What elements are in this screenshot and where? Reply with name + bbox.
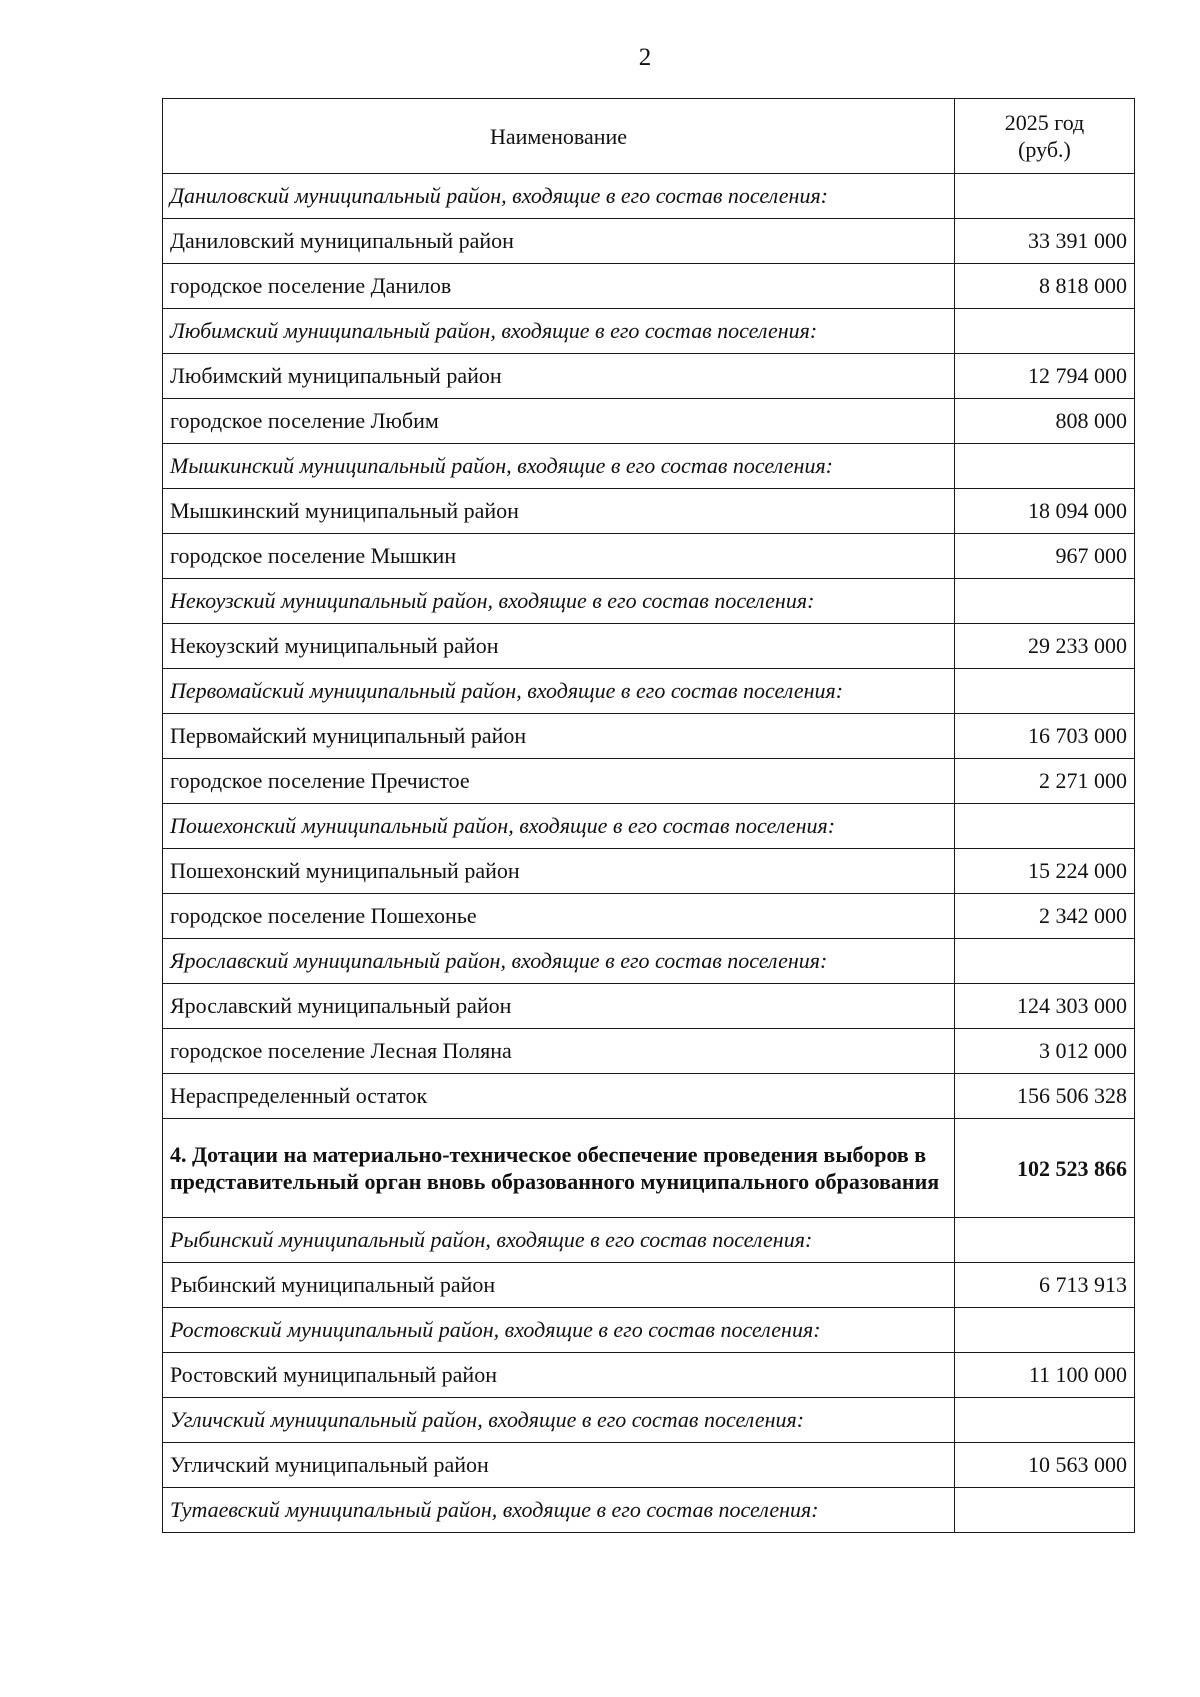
- group-heading-row: [163, 1218, 1135, 1263]
- row-name: Ростовский муниципальный район, входящие в его состав поселения:: [163, 1308, 955, 1353]
- row-name: городское поселение Лесная Поляна: [163, 1029, 955, 1074]
- row-value: 10 563 000: [955, 1443, 1135, 1488]
- row-name: Тутаевский муниципальный район, входящие в его состав поселения:: [163, 1488, 955, 1533]
- table-row: [163, 489, 1135, 534]
- table-row: [163, 1029, 1135, 1074]
- budget-table: [162, 98, 1135, 1533]
- row-value: 16 703 000: [955, 714, 1135, 759]
- row-value: 18 094 000: [955, 489, 1135, 534]
- table-row: [163, 894, 1135, 939]
- row-value: 808 000: [955, 399, 1135, 444]
- column-header-year-unit: (руб.): [1018, 137, 1071, 162]
- row-value: 2 271 000: [955, 759, 1135, 804]
- row-name: Некоузский муниципальный район: [163, 624, 955, 669]
- row-name: Пошехонский муниципальный район, входящие в его состав поселения:: [163, 804, 955, 849]
- row-value: [955, 804, 1135, 849]
- row-value: 8 818 000: [955, 264, 1135, 309]
- table-row: [163, 399, 1135, 444]
- row-name: городское поселение Мышкин: [163, 534, 955, 579]
- row-value: 15 224 000: [955, 849, 1135, 894]
- row-name: Рыбинский муниципальный район: [163, 1263, 955, 1308]
- row-value: 124 303 000: [955, 984, 1135, 1029]
- row-name: городское поселение Данилов: [163, 264, 955, 309]
- table-row: [163, 849, 1135, 894]
- row-value: [955, 1398, 1135, 1443]
- row-name: Ростовский муниципальный район: [163, 1353, 955, 1398]
- row-value: [955, 444, 1135, 489]
- row-value: [955, 1218, 1135, 1263]
- row-value: 29 233 000: [955, 624, 1135, 669]
- table-row: [163, 1074, 1135, 1119]
- table-row: [163, 1443, 1135, 1488]
- table-row: [163, 624, 1135, 669]
- group-heading-row: [163, 1308, 1135, 1353]
- column-header-year-label: 2025 год: [1004, 110, 1085, 135]
- row-name: Мышкинский муниципальный район: [163, 489, 955, 534]
- table-row: [163, 354, 1135, 399]
- row-name: Пошехонский муниципальный район: [163, 849, 955, 894]
- row-value: [955, 669, 1135, 714]
- row-name: Даниловский муниципальный район, входящие в его состав поселения:: [163, 174, 955, 219]
- group-heading-row: [163, 1488, 1135, 1533]
- row-value: 967 000: [955, 534, 1135, 579]
- row-value: 11 100 000: [955, 1353, 1135, 1398]
- column-header-name: Наименование: [163, 99, 955, 174]
- table-row: [163, 264, 1135, 309]
- row-name: Ярославский муниципальный район, входящие в его состав поселения:: [163, 939, 955, 984]
- row-value: [955, 939, 1135, 984]
- row-value: 156 506 328: [955, 1074, 1135, 1119]
- row-name: городское поселение Пошехонье: [163, 894, 955, 939]
- row-name: Первомайский муниципальный район: [163, 714, 955, 759]
- table-body: [163, 174, 1135, 1533]
- group-heading-row: [163, 174, 1135, 219]
- table-header-row: [163, 99, 1135, 174]
- group-heading-row: [163, 669, 1135, 714]
- row-value: 33 391 000: [955, 219, 1135, 264]
- row-name: 4. Дотации на материально-техническое обеспечение проведения выборов в представительный орган вновь образованного муниципального образования: [163, 1119, 955, 1218]
- row-value: 12 794 000: [955, 354, 1135, 399]
- row-value: [955, 1308, 1135, 1353]
- group-heading-row: [163, 444, 1135, 489]
- row-value: [955, 1488, 1135, 1533]
- row-name: Ярославский муниципальный район: [163, 984, 955, 1029]
- row-name: Угличский муниципальный район: [163, 1443, 955, 1488]
- table-row: [163, 1263, 1135, 1308]
- table-row: [163, 714, 1135, 759]
- row-value: [955, 579, 1135, 624]
- table-row: [163, 534, 1135, 579]
- row-name: Нераспределенный остаток: [163, 1074, 955, 1119]
- group-heading-row: [163, 804, 1135, 849]
- page-number: 2: [638, 44, 652, 71]
- row-name: Первомайский муниципальный район, входящие в его состав поселения:: [163, 669, 955, 714]
- table-row: [163, 759, 1135, 804]
- row-name: городское поселение Любим: [163, 399, 955, 444]
- row-name: Мышкинский муниципальный район, входящие в его состав поселения:: [163, 444, 955, 489]
- row-value: 2 342 000: [955, 894, 1135, 939]
- row-name: Рыбинский муниципальный район, входящие в его состав поселения:: [163, 1218, 955, 1263]
- row-value: [955, 309, 1135, 354]
- group-heading-row: [163, 939, 1135, 984]
- section-heading-row: [163, 1119, 1135, 1218]
- table-row: [163, 1353, 1135, 1398]
- column-header-year: [955, 99, 1135, 174]
- row-name: Любимский муниципальный район, входящие в его состав поселения:: [163, 309, 955, 354]
- row-name: Любимский муниципальный район: [163, 354, 955, 399]
- group-heading-row: [163, 1398, 1135, 1443]
- group-heading-row: [163, 579, 1135, 624]
- row-name: Некоузский муниципальный район, входящие в его состав поселения:: [163, 579, 955, 624]
- row-name: Даниловский муниципальный район: [163, 219, 955, 264]
- group-heading-row: [163, 309, 1135, 354]
- row-name: Угличский муниципальный район, входящие в его состав поселения:: [163, 1398, 955, 1443]
- row-name: городское поселение Пречистое: [163, 759, 955, 804]
- row-value: 6 713 913: [955, 1263, 1135, 1308]
- row-value: 102 523 866: [955, 1119, 1135, 1218]
- table-row: [163, 219, 1135, 264]
- table-row: [163, 984, 1135, 1029]
- row-value: 3 012 000: [955, 1029, 1135, 1074]
- row-value: [955, 174, 1135, 219]
